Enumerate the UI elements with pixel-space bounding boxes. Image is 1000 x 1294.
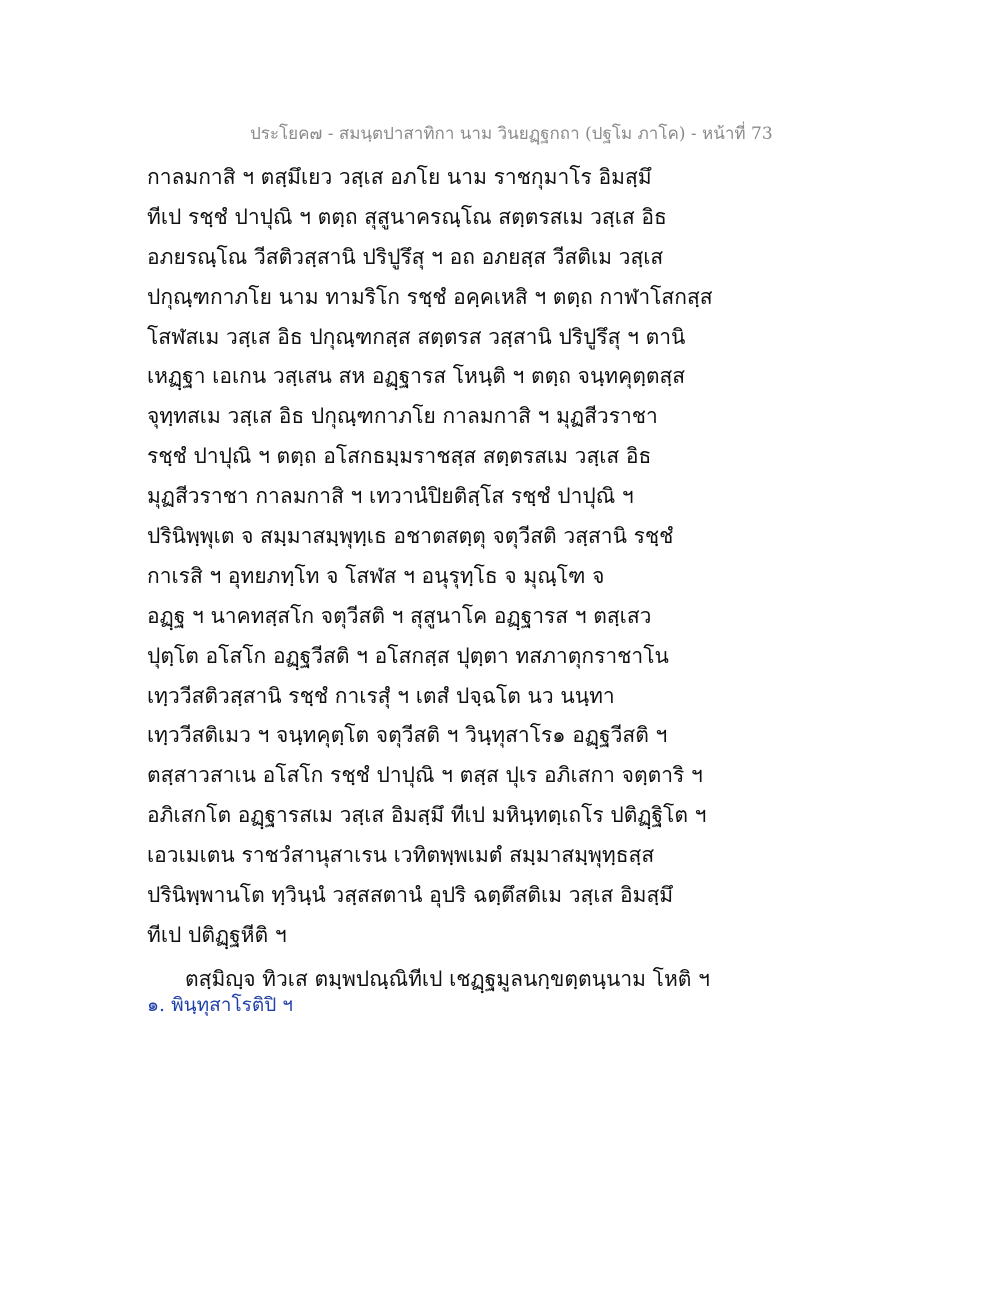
text-line: ปุตฺโต อโสโก อฏฺฐวีสติ ฯ อโสกสฺส ปุตฺตา ทสภาตุกราชาโน [147,643,669,668]
text-line: มุฏสีวราชา กาลมกาสิ ฯ เทวานํปิยติสฺโส รชฺชํ ปาปุณิ ฯ [147,484,634,509]
text-line: เทฺววีสติเมว ฯ จนฺทคุตฺโต จตุวีสติ ฯ วินฺทุสาโร๑ อฏฺฐวีสติ ฯ [147,723,668,748]
text-line: กาเรสิ ฯ อุทยภทฺโท จ โสฬส ฯ อนุรุทฺโธ จ มุณฺโฑ จ [147,563,605,588]
body-text [147,158,713,1000]
text-line: เอวเมเตน ราชวํสานุสาเรน เวทิตพฺพเมตํ สมฺมาสมฺพุทฺธสฺส [147,843,655,868]
text-line: ปรินิพฺพุเต จ สมฺมาสมฺพุทฺเธ อชาตสตฺตุ จตุวีสติ วสฺสานิ รชฺชํ [147,524,674,549]
text-line: ทีเป รชฺชํ ปาปุณิ ฯ ตตฺถ สุสูนาครณฺโณ สตฺตรสเม วสฺเส อิธ [147,204,667,229]
text-line: จุทฺทสเม วสฺเส อิธ ปกุณฺฑกาภโย กาลมกาสิ ฯ มุฏสีวราชา [147,404,658,429]
text-line: โสฬสเม วสฺเส อิธ ปกุณฺฑกสฺส สตฺตรส วสฺสานิ ปริปูรึสุ ฯ ตานิ [147,324,686,349]
text-line: รชฺชํ ปาปุณิ ฯ ตตฺถ อโสกธมฺมราชสฺส สตฺตรสเม วสฺเส อิธ [147,444,652,469]
text-line: กาลมกาสิ ฯ ตสฺมึเยว วสฺเส อภโย นาม ราชกุมาโร อิมสฺมึ [147,165,652,189]
text-line: อภิเสกโต อฏฺฐารสเม วสฺเส อิมสฺมึ ทีเป มหินฺทตฺเถโร ปติฏฺฐิโต ฯ [147,803,707,828]
text-line: ปกุณฺฑกาภโย นาม ทามริโก รชฺชํ อคฺคเหสิ ฯ ตตฺถ กาฬาโสกสฺส [147,284,713,309]
paragraph-first-line: ตสฺมิญฺจ ทิวเส ตมฺพปณฺณิทีเป เชฏฺฐมูลนกฺขตฺตนฺนาม โหติ ฯ [185,966,710,991]
running-header: ประโยค๗ - สมนฺตปาสาทิกา นาม วินยฏฺฐกถา (ปฐโม ภาโค) - หน้าที่ 73 [250,124,773,144]
text-line: ทีเป ปติฏฺฐหีติ ฯ [147,922,287,947]
text-line: ปรินิพฺพานโต ทฺวินฺนํ วสฺสสตานํ อุปริ ฉตฺตึสติเม วสฺเส อิมสฺมึ [147,883,674,908]
text-line: เหฏฺฐา เอเกน วสฺเสน สห อฏฺฐารส โหนฺติ ฯ ตตฺถ จนฺทคุตฺตสฺส [147,364,686,389]
text-line: อฏฺฐ ฯ นาคทสฺสโก จตุวีสติ ฯ สุสูนาโค อฏฺฐารส ฯ ตสฺเสว [147,603,652,628]
text-line: ตสฺสาวสาเน อโสโก รชฺชํ ปาปุณิ ฯ ตสฺส ปุเร อภิเสกา จตฺตาริ ฯ [147,763,703,788]
footnote: ๑. พินฺทุสาโรติปิ ฯ [147,994,293,1016]
text-line: อภยรณฺโณ วีสติวสฺสานิ ปริปูรึสุ ฯ อถ อภยสฺส วีสติเม วสฺเส [147,244,664,269]
text-line: เทฺววีสติวสฺสานิ รชฺชํ กาเรสุํ ฯ เตสํ ปจฺฉโต นว นนฺทา [147,683,615,708]
